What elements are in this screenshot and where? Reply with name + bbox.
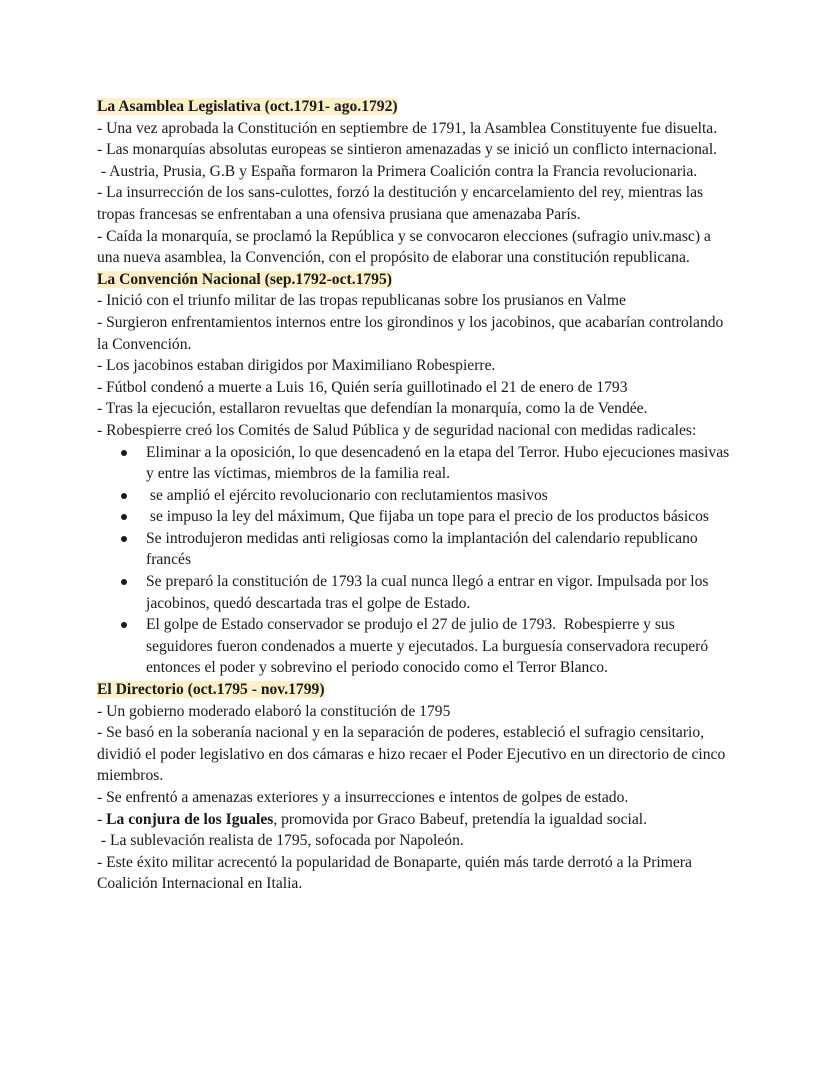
list-item: Se preparó la constitución de 1793 la cual nunca llegó a entrar en vigor. Impulsada por los jacobinos, quedó descartada tras el golpe de Estado. — [97, 571, 737, 614]
paragraph: - Se basó en la soberanía nacional y en la separación de poderes, estableció el sufragio censitario, dividió el poder legislativo en dos cámaras e hizo recaer el Poder Ejecutivo en un directorio de cinco miembros. — [97, 724, 726, 785]
bullet-icon — [121, 622, 127, 628]
paragraph: - La insurrección de los sans-culottes, forzó la destitución y encarcelamiento del rey, mientras las tropas francesas se enfrentaban a una ofensiva prusiana que amenazaba París. — [97, 184, 704, 223]
list-item: se impuso la ley del máximum, Que fijaba un tope para el precio de los productos básicos — [97, 506, 737, 528]
paragraph-conjura: - La conjura de los Iguales, promovida por Graco Babeuf, pretendía la igualdad social. — [97, 810, 647, 828]
paragraph: - Fútbol condenó a muerte a Luis 16, Quién sería guillotinado el 21 de enero de 1793 — [97, 378, 628, 396]
paragraph: - Un gobierno moderado elaboró la constitución de 1795 — [97, 702, 451, 720]
section-heading-directorio: El Directorio (oct.1795 - nov.1799) — [97, 681, 325, 699]
paragraph: - Este éxito militar acrecentó la popularidad de Bonaparte, quién más tarde derrotó a la Primera Coalición Internacional en Italia. — [97, 853, 692, 893]
paragraph: - Los jacobinos estaban dirigidos por Maximiliano Robespierre. — [97, 357, 496, 375]
paragraph: - Caída la monarquía, se proclamó la República y se convocaron elecciones (sufragio univ.masc) a una nueva asamblea, la Convención, con el propósito de elaborar una constitución republicana. — [97, 227, 711, 267]
paragraph: - Surgieron enfrentamientos internos entre los girondinos y los jacobinos, que acabarían controlando la Convención. — [97, 313, 724, 353]
document-page — [97, 96, 737, 895]
bold-term: La conjura de los Iguales — [106, 810, 274, 828]
bullet-icon — [121, 514, 127, 520]
bullet-icon — [121, 493, 127, 499]
section-heading-asamblea: La Asamblea Legislativa (oct.1791- ago.1792) — [97, 98, 398, 115]
bullet-icon — [121, 450, 127, 456]
list-item: se amplió el ejército revolucionario con reclutamientos masivos — [97, 485, 737, 507]
paragraph: - Una vez aprobada la Constitución en septiembre de 1791, la Asamblea Constituyente fue disuelta. — [97, 119, 718, 137]
bullet-icon — [121, 536, 127, 542]
paragraph: - Tras la ejecución, estallaron revueltas que defendían la monarquía, como la de Vendée. — [97, 400, 648, 418]
section-heading-convencion: La Convención Nacional (sep.1792-oct.1795) — [97, 270, 392, 288]
list-item: El golpe de Estado conservador se produjo el 27 de julio de 1793. Robespierre y sus seguidores fueron condenados a muerte y ejecutados. La burguesía conservadora recuperó entonces el poder y sobrevino el periodo conocido como el Terror Blanco. — [97, 614, 737, 679]
list-item: Se introdujeron medidas anti religiosas como la implantación del calendario republicano francés — [97, 528, 737, 571]
paragraph: - Las monarquías absolutas europeas se sintieron amenazadas y se inició un conflicto internacional. — [97, 141, 718, 159]
paragraph: - Austria, Prusia, G.B y España formaron la Primera Coalición contra la Francia revolucionaria. — [97, 162, 698, 180]
list-item: Eliminar a la oposición, lo que desencadenó en la etapa del Terror. Hubo ejecuciones masivas y entre las víctimas, miembros de la familia real. — [97, 442, 737, 485]
bullet-icon — [121, 579, 127, 585]
paragraph: - Se enfrentó a amenazas exteriores y a insurrecciones e intentos de golpes de estado. — [97, 789, 629, 806]
measures-list — [97, 442, 737, 680]
paragraph: - Robespierre creó los Comités de Salud Pública y de seguridad nacional con medidas radicales: — [97, 421, 697, 439]
paragraph: - La sublevación realista de 1795, sofocada por Napoleón. — [97, 832, 464, 850]
paragraph: - Inició con el triunfo militar de las tropas republicanas sobre los prusianos en Valme — [97, 292, 626, 310]
